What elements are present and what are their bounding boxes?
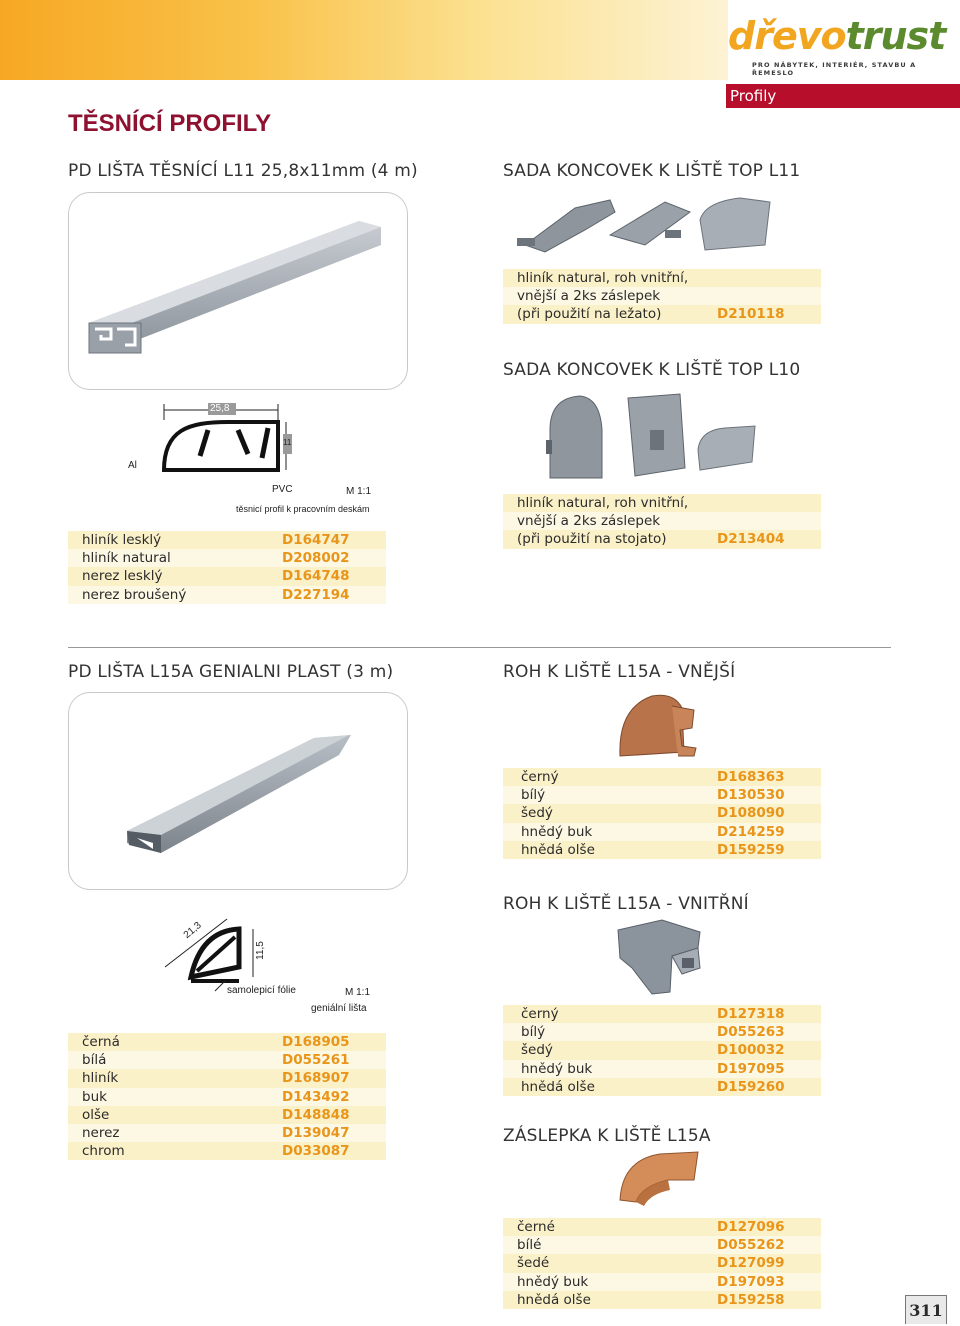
l15a-technical-drawing bbox=[155, 915, 385, 1023]
l11-pvc-label: PVC bbox=[272, 484, 293, 495]
product-code: D214259 bbox=[717, 823, 785, 840]
product-code: D127318 bbox=[717, 1006, 785, 1022]
info-line: vnější a 2ks záslepek bbox=[503, 512, 821, 530]
section-tab: Profily bbox=[726, 84, 960, 108]
section-title-roh-vnejsi: ROH K LIŠTĚ L15A - VNĚJŠÍ bbox=[503, 662, 736, 682]
variant-name: šedý bbox=[521, 1042, 553, 1059]
l15a-foil-label: samolepicí fólie bbox=[227, 985, 296, 996]
product-code: D033087 bbox=[282, 1143, 350, 1160]
l11-variant-table bbox=[68, 531, 386, 604]
table-row bbox=[68, 549, 386, 567]
product-code: D139047 bbox=[282, 1124, 350, 1141]
product-code: D159259 bbox=[717, 841, 785, 858]
product-code: D108090 bbox=[717, 805, 785, 822]
l15a-height-label: 11,5 bbox=[254, 941, 266, 960]
table-row bbox=[68, 1124, 386, 1142]
table-row bbox=[503, 1218, 821, 1236]
section-title-top-l11: SADA KONCOVEK K LIŠTĚ TOP L11 bbox=[503, 161, 801, 181]
table-row bbox=[503, 1273, 821, 1291]
top-l11-info bbox=[503, 269, 821, 324]
product-code: D055261 bbox=[282, 1052, 350, 1069]
variant-name: černý bbox=[521, 1006, 559, 1022]
header-banner bbox=[0, 0, 728, 80]
info-line-text: (při použití na stojato) bbox=[517, 531, 667, 548]
section-title-roh-vnitrni: ROH K LIŠTĚ L15A - VNITŘNÍ bbox=[503, 894, 749, 914]
product-code: D197095 bbox=[717, 1060, 785, 1077]
variant-name: bílý bbox=[521, 787, 546, 804]
table-row bbox=[68, 1142, 386, 1160]
product-code: D168905 bbox=[282, 1034, 350, 1050]
l11-profile-image bbox=[69, 193, 407, 389]
info-line-text: (při použití na ležato) bbox=[517, 306, 662, 323]
product-code: D164748 bbox=[282, 568, 350, 585]
roh-vnitrni-image bbox=[612, 918, 707, 998]
variant-name: hnědá olše bbox=[521, 1078, 595, 1095]
l15a-caption: geniální lišta bbox=[311, 1003, 367, 1014]
product-image-box-l15a bbox=[68, 692, 408, 890]
table-row bbox=[503, 1041, 821, 1059]
info-line: vnější a 2ks záslepek bbox=[503, 287, 821, 305]
l11-al-label: Al bbox=[128, 460, 137, 471]
product-code: D208002 bbox=[282, 550, 350, 567]
product-code: D168907 bbox=[282, 1070, 350, 1087]
variant-name: černá bbox=[82, 1034, 120, 1050]
table-row bbox=[503, 1060, 821, 1078]
variant-name: šedé bbox=[517, 1255, 550, 1272]
table-row bbox=[68, 586, 386, 604]
product-code: D168363 bbox=[717, 769, 785, 785]
page-number: 311 bbox=[905, 1295, 947, 1324]
l11-width-label: 25,8 bbox=[210, 403, 230, 414]
table-row bbox=[503, 1236, 821, 1254]
section-divider bbox=[68, 647, 891, 648]
product-code: D100032 bbox=[717, 1042, 785, 1059]
product-image-box-l11 bbox=[68, 192, 408, 390]
l11-height-label: 11 bbox=[283, 438, 292, 447]
zaslepka-variant-table bbox=[503, 1218, 821, 1309]
product-code: D164747 bbox=[282, 532, 350, 548]
l15a-profile-image bbox=[69, 693, 407, 889]
product-code: D159260 bbox=[717, 1078, 785, 1095]
table-row bbox=[503, 1005, 821, 1023]
product-code: D130530 bbox=[717, 787, 785, 804]
info-line: hliník natural, roh vnitřní, bbox=[503, 494, 821, 512]
l15a-width-label: 21,3 bbox=[181, 920, 204, 941]
variant-name: černé bbox=[517, 1219, 555, 1235]
info-line-with-code bbox=[503, 305, 821, 323]
table-row bbox=[68, 567, 386, 585]
variant-name: nerez bbox=[82, 1124, 120, 1141]
product-code: D227194 bbox=[282, 586, 350, 603]
table-row bbox=[503, 1254, 821, 1272]
variant-name: bílé bbox=[517, 1237, 542, 1254]
section-title-l11: PD LIŠTA TĚSNÍCÍ L11 25,8x11mm (4 m) bbox=[68, 161, 418, 181]
table-row bbox=[68, 1051, 386, 1069]
variant-name: hnědá olše bbox=[517, 1291, 591, 1308]
product-code: D055262 bbox=[717, 1237, 785, 1254]
top-l10-info bbox=[503, 494, 821, 549]
variant-name: hnědý buk bbox=[517, 1273, 589, 1290]
top-l11-endcaps-image bbox=[515, 190, 780, 265]
roh-vnejsi-variant-table bbox=[503, 768, 821, 859]
table-row bbox=[503, 804, 821, 822]
table-row bbox=[68, 1069, 386, 1087]
product-code: D055263 bbox=[717, 1024, 785, 1041]
section-title-top-l10: SADA KONCOVEK K LIŠTĚ TOP L10 bbox=[503, 360, 801, 380]
table-row bbox=[503, 786, 821, 804]
variant-name: černý bbox=[521, 769, 559, 785]
logo-part2: trust bbox=[845, 14, 946, 58]
l15a-variant-table bbox=[68, 1033, 386, 1160]
product-code: D210118 bbox=[717, 306, 785, 323]
variant-name: bílý bbox=[521, 1024, 546, 1041]
product-code: D127096 bbox=[717, 1219, 785, 1235]
variant-name: nerez lesklý bbox=[82, 568, 163, 585]
table-row bbox=[68, 531, 386, 549]
l11-caption: těsnicí profil k pracovním deskám bbox=[236, 504, 370, 514]
roh-vnejsi-image bbox=[612, 688, 702, 760]
info-line: hliník natural, roh vnitřní, bbox=[503, 269, 821, 287]
table-row bbox=[503, 841, 821, 859]
product-code: D159258 bbox=[717, 1291, 785, 1308]
product-code: D197093 bbox=[717, 1273, 785, 1290]
variant-name: šedý bbox=[521, 805, 553, 822]
l11-technical-drawing bbox=[128, 400, 378, 520]
product-code: D148848 bbox=[282, 1106, 350, 1123]
variant-name: hnědý buk bbox=[521, 823, 593, 840]
product-code: D213404 bbox=[717, 531, 785, 548]
variant-name: olše bbox=[82, 1106, 110, 1123]
variant-name: chrom bbox=[82, 1143, 125, 1160]
table-row bbox=[68, 1106, 386, 1124]
l15a-scale-label: M 1:1 bbox=[345, 987, 371, 998]
table-row bbox=[503, 1078, 821, 1096]
variant-name: buk bbox=[82, 1088, 107, 1105]
variant-name: hliník natural bbox=[82, 550, 171, 567]
variant-name: nerez broušený bbox=[82, 586, 187, 603]
section-title-l15a: PD LIŠTA L15A GENIALNI PLAST (3 m) bbox=[68, 662, 394, 682]
variant-name: hliník bbox=[82, 1070, 119, 1087]
logo-tagline: PRO NÁBYTEK, INTERIÉR, STAVBU A ŘEMESLO bbox=[752, 61, 917, 77]
top-l10-endcaps-image bbox=[540, 390, 765, 485]
drevotrust-logo[interactable] bbox=[728, 14, 945, 58]
table-row bbox=[68, 1088, 386, 1106]
variant-name: hnědý buk bbox=[521, 1060, 593, 1077]
table-row bbox=[503, 823, 821, 841]
logo-part1: dřevo bbox=[728, 14, 846, 58]
section-title-zaslepka: ZÁSLEPKA K LIŠTĚ L15A bbox=[503, 1126, 711, 1146]
variant-name: hliník lesklý bbox=[82, 532, 162, 548]
l11-scale-label: M 1:1 bbox=[346, 486, 372, 497]
product-code: D127099 bbox=[717, 1255, 785, 1272]
table-row bbox=[503, 768, 821, 786]
info-line-with-code bbox=[503, 530, 821, 548]
table-row bbox=[503, 1023, 821, 1041]
variant-name: bílá bbox=[82, 1052, 107, 1069]
table-row bbox=[503, 1291, 821, 1309]
product-code: D143492 bbox=[282, 1088, 350, 1105]
zaslepka-image bbox=[612, 1150, 702, 1210]
table-row bbox=[68, 1033, 386, 1051]
roh-vnitrni-variant-table bbox=[503, 1005, 821, 1096]
page-title: TĚSNÍCÍ PROFILY bbox=[68, 110, 272, 137]
variant-name: hnědá olše bbox=[521, 841, 595, 858]
